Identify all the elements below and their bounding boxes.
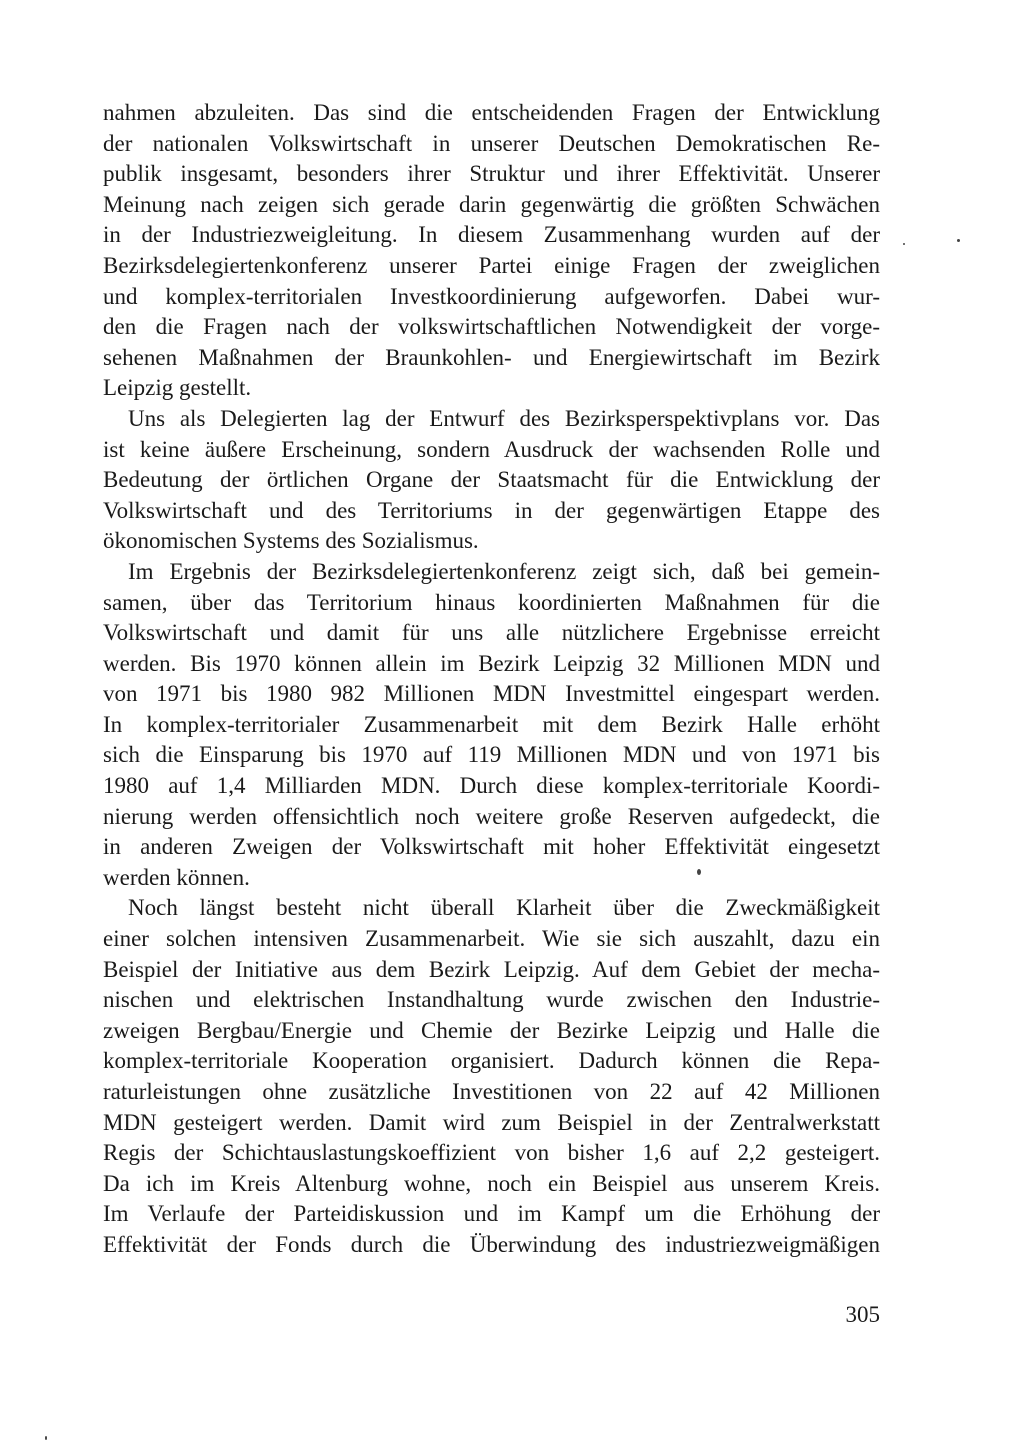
- text-line: Beispiel der Initiative aus dem Bezirk Leipzig. Auf dem Gebiet der mecha-: [103, 956, 880, 982]
- text-line: in der Industriezweigleitung. In diesem Zusammenhang wurden auf der: [103, 222, 880, 248]
- text-line: Regis der Schichtauslastungskoeffizient von bisher 1,6 auf 2,2 gesteigert.: [103, 1140, 880, 1166]
- text-line: den die Fragen nach der volkswirtschaftlichen Notwendigkeit der vorge-: [103, 314, 880, 340]
- text-line: komplex-territoriale Kooperation organisiert. Dadurch können die Repa-: [103, 1048, 880, 1074]
- body-text: [103, 98, 880, 1261]
- text-line: Noch längst besteht nicht überall Klarheit über die Zweckmäßigkeit: [128, 895, 880, 921]
- text-line: Meinung nach zeigen sich gerade darin gegenwärtig die größten Schwächen: [103, 191, 880, 217]
- text-line: werden können.: [103, 864, 250, 890]
- ink-speck-mark: [957, 239, 960, 242]
- text-line: sich die Einsparung bis 1970 auf 119 Millionen MDN und von 1971 bis: [103, 742, 880, 768]
- text-line: Uns als Delegierten lag der Entwurf des Bezirksperspektivplans vor. Das: [128, 405, 880, 431]
- text-line: nahmen abzuleiten. Das sind die entscheidenden Fragen der Entwicklung: [103, 100, 880, 125]
- ink-speck-mark: [903, 243, 905, 245]
- text-line: nischen und elektrischen Instandhaltung wurde zwischen den Industrie-: [103, 987, 880, 1013]
- text-line: Im Ergebnis der Bezirksdelegiertenkonferenz zeigt sich, daß bei gemein-: [128, 558, 880, 584]
- page-number: 305: [845, 1302, 880, 1327]
- text-line: ist keine äußere Erscheinung, sondern Ausdruck der wachsenden Rolle und: [103, 436, 880, 462]
- text-line: sehenen Maßnahmen der Braunkohlen- und Energiewirtschaft im Bezirk: [103, 344, 880, 370]
- text-line: ökonomischen Systems des Sozialismus.: [103, 528, 479, 554]
- paragraph-3: [103, 557, 880, 894]
- ink-speck-mark: [697, 869, 701, 875]
- text-line: Leipzig gestellt.: [103, 375, 252, 401]
- ink-speck-mark: [45, 1436, 47, 1440]
- text-line: in anderen Zweigen der Volkswirtschaft mit hoher Effektivität eingesetzt: [103, 834, 880, 860]
- text-line: werden. Bis 1970 können allein im Bezirk Leipzig 32 Millionen MDN und: [103, 650, 880, 676]
- text-line: Volkswirtschaft und des Territoriums in der gegenwärtigen Etappe des: [103, 497, 880, 523]
- text-line: nierung werden offensichtlich noch weitere große Reserven aufgedeckt, die: [103, 803, 880, 829]
- text-line: Effektivität der Fonds durch die Überwindung des industriezweigmäßigen: [103, 1231, 880, 1257]
- paragraph-4: [103, 893, 880, 1260]
- text-line: Im Verlaufe der Parteidiskussion und im Kampf um die Erhöhung der: [103, 1201, 880, 1227]
- paragraph-2: [103, 404, 880, 557]
- text-line: 1980 auf 1,4 Milliarden MDN. Durch diese komplex-territoriale Koordi-: [103, 773, 880, 799]
- text-line: samen, über das Territorium hinaus koordinierten Maßnahmen für die: [103, 589, 880, 615]
- text-line: zweigen Bergbau/Energie und Chemie der Bezirke Leipzig und Halle die: [103, 1017, 880, 1043]
- text-line: Bezirksdelegiertenkonferenz unserer Partei einige Fragen der zweiglichen: [103, 252, 880, 278]
- text-line: In komplex-territorialer Zusammenarbeit mit dem Bezirk Halle erhöht: [103, 711, 880, 737]
- text-line: einer solchen intensiven Zusammenarbeit. Wie sie sich auszahlt, dazu ein: [103, 926, 880, 952]
- text-line: der nationalen Volkswirtschaft in unserer Deutschen Demokratischen Re-: [103, 130, 880, 156]
- text-line: von 1971 bis 1980 982 Millionen MDN Investmittel eingespart werden.: [103, 681, 880, 707]
- text-line: raturleistungen ohne zusätzliche Investitionen von 22 auf 42 Millionen: [103, 1079, 880, 1104]
- text-line: publik insgesamt, besonders ihrer Struktur und ihrer Effektivität. Unserer: [103, 161, 880, 187]
- text-line: Da ich im Kreis Altenburg wohne, noch ein Beispiel aus unserem Kreis.: [103, 1170, 880, 1196]
- text-line: MDN gesteigert werden. Damit wird zum Beispiel in der Zentralwerkstatt: [103, 1109, 880, 1135]
- paragraph-1: [103, 98, 880, 404]
- text-line: und komplex-territorialen Investkoordinierung aufgeworfen. Dabei wur-: [103, 283, 880, 309]
- text-line: Volkswirtschaft und damit für uns alle nützlichere Ergebnisse erreicht: [103, 620, 880, 646]
- text-line: Bedeutung der örtlichen Organe der Staatsmacht für die Entwicklung der: [103, 467, 880, 493]
